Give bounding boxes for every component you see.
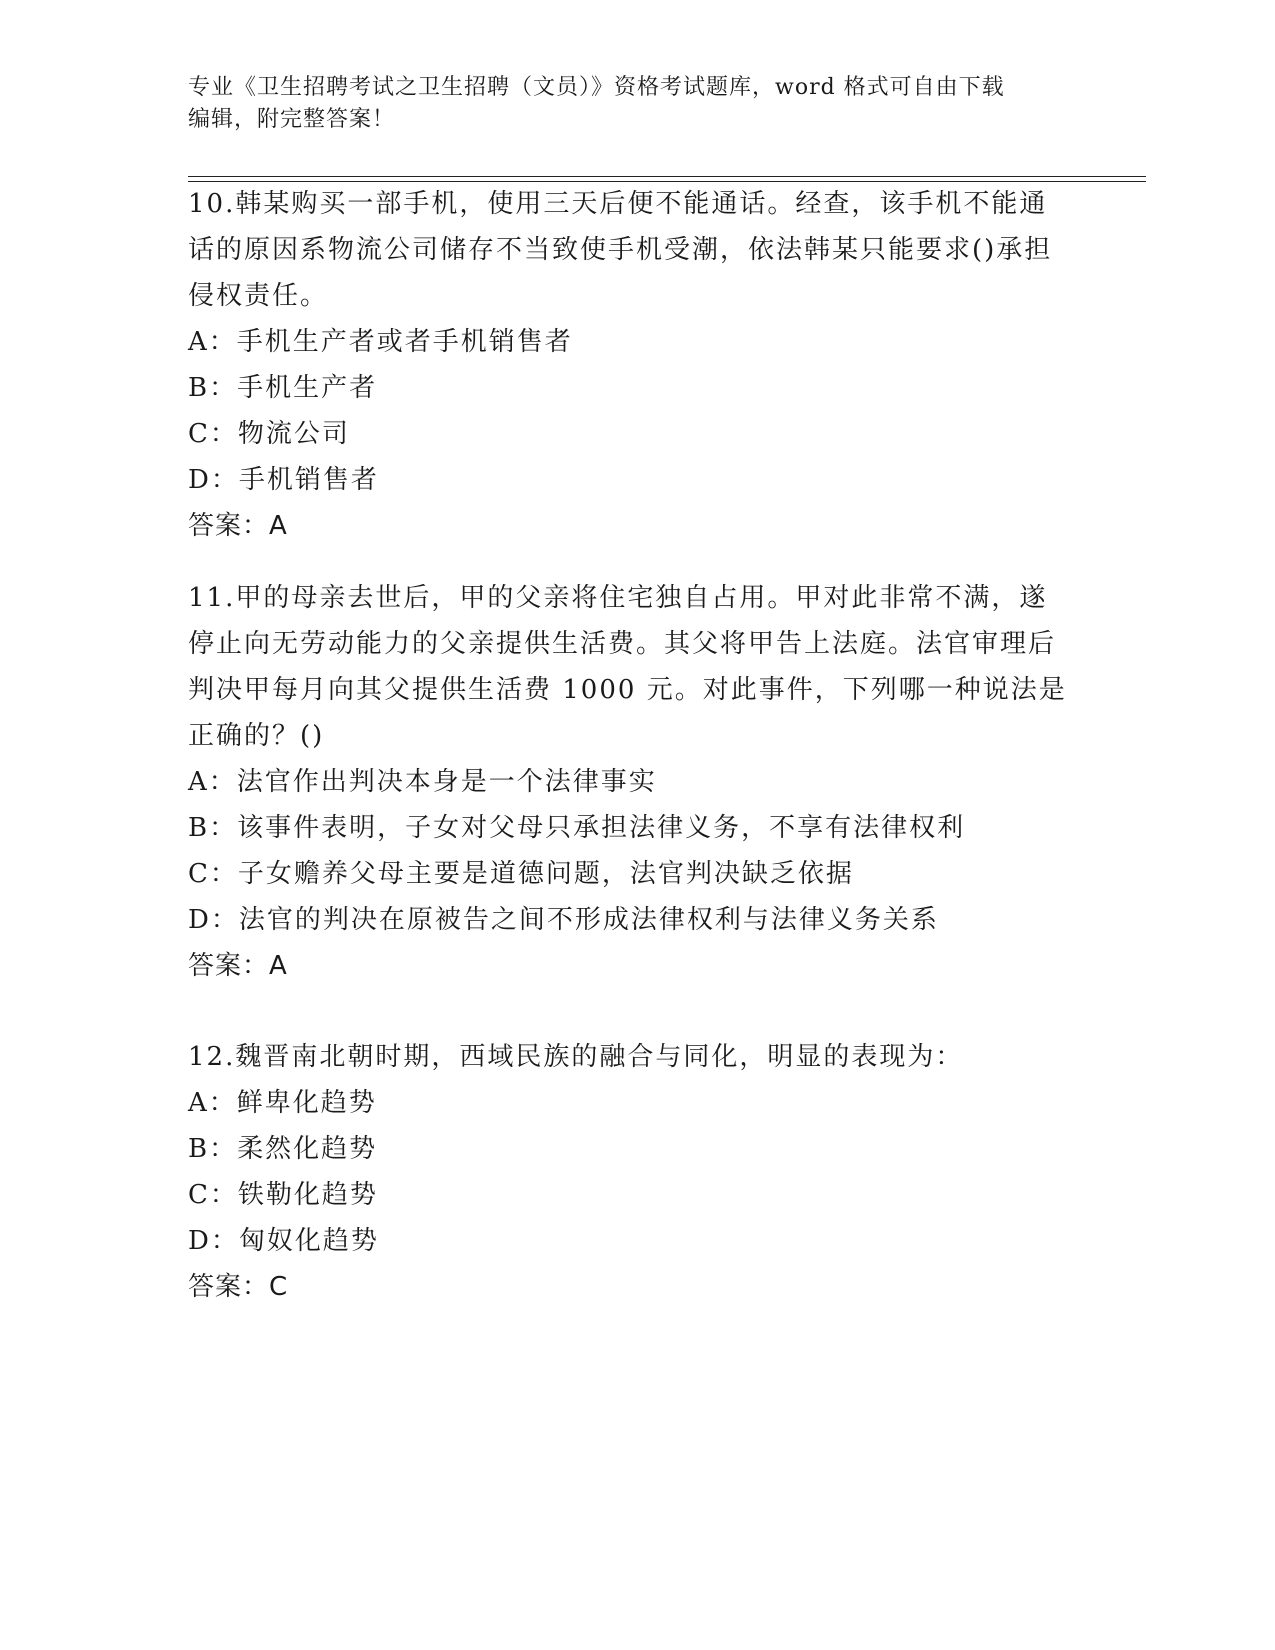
option-d: D：手机销售者	[188, 465, 379, 495]
header-line-2: 编辑，附完整答案！	[188, 107, 396, 132]
question-10	[188, 181, 1068, 549]
option-a: A：鲜卑化趋势	[188, 1088, 377, 1118]
option-c: C：物流公司	[188, 419, 350, 449]
question-stem: 12.魏晋南北朝时期，西域民族的融合与同化，明显的表现为：	[188, 1042, 964, 1072]
option-c: C：子女赡养父母主要是道德问题，法官判决缺乏依据	[188, 859, 854, 889]
answer: 答案：C	[188, 1272, 289, 1302]
option-b: B：该事件表明，子女对父母只承担法律义务，不享有法律权利	[188, 813, 966, 843]
question-12	[188, 1034, 1068, 1310]
answer: 答案：A	[188, 511, 288, 541]
option-b: B：手机生产者	[188, 373, 378, 403]
answer: 答案：A	[188, 951, 288, 981]
header-line-1: 专业《卫生招聘考试之卫生招聘（文员）》资格考试题库，word 格式可自由下载	[188, 75, 1005, 100]
question-stem: 11.甲的母亲去世后，甲的父亲将住宅独自占用。甲对此非常不满，遂停止向无劳动能力的父亲提供生活费。其父将甲告上法庭。法官审理后判决甲每月向其父提供生活费 1000 元。对此事件，下列哪一种说法是正确的？()	[188, 583, 1067, 751]
question-stem: 10.韩某购买一部手机，使用三天后便不能通话。经查，该手机不能通话的原因系物流公司储存不当致使手机受潮，依法韩某只能要求()承担侵权责任。	[188, 189, 1053, 311]
option-d: D：法官的判决在原被告之间不形成法律权利与法律义务关系	[188, 905, 939, 935]
option-c: C：铁勒化趋势	[188, 1180, 378, 1210]
option-a: A：手机生产者或者手机销售者	[188, 327, 573, 357]
option-a: A：法官作出判决本身是一个法律事实	[188, 767, 657, 797]
document-header	[188, 72, 1088, 136]
option-d: D：匈奴化趋势	[188, 1226, 379, 1256]
question-11	[188, 575, 1068, 989]
option-b: B：柔然化趋势	[188, 1134, 378, 1164]
